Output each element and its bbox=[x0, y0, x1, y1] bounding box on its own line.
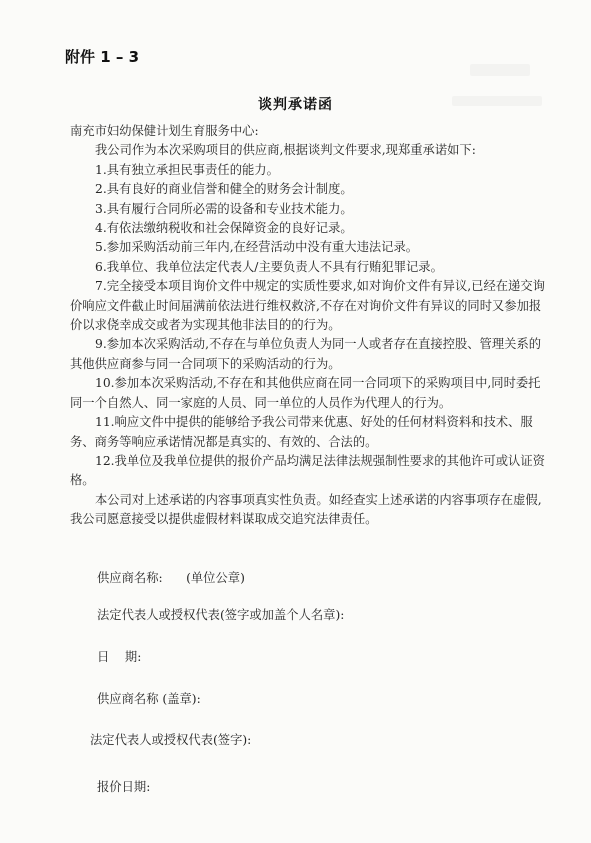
commitment-item: 12.我单位及我单位提供的报价产品均满足法律法规强制性要求的其他许可或认证资格。 bbox=[70, 453, 545, 488]
commitment-item: 10.参加本次采购活动,不存在和其他供应商在同一合同项下的采购项目中,同时委托同一个自然人、同一家庭的人员、同一单位的人员作为代理人的行为。 bbox=[70, 376, 541, 410]
commitment-item: 3.具有履行合同所必需的设备和专业技术能力。 bbox=[95, 201, 353, 216]
closing-paragraph: 本公司对上述承诺的内容事项真实性负责。如经查实上述承诺的内容事项存在虚假,我公司愿意接受以提供虚假材料谋取成交追究法律责任。 bbox=[70, 492, 542, 527]
document-title: 谈判承诺函 bbox=[258, 97, 333, 113]
attachment-label: 附件 1 – 3 bbox=[65, 48, 140, 66]
commitment-item: 6.我单位、我单位法定代表人/主要负责人不具有行贿犯罪记录。 bbox=[95, 259, 443, 274]
letter-body bbox=[70, 122, 552, 530]
commitment-item: 4.有依法缴纳税收和社会保障资金的良好记录。 bbox=[95, 221, 353, 236]
addressee: 南充市妇幼保健计划生育服务中心: bbox=[70, 124, 259, 138]
legal-representative-signature-line: 法定代表人或授权代表(签字): bbox=[90, 733, 252, 747]
supplier-name-line: 供应商名称: (单位公章) bbox=[97, 571, 245, 585]
commitment-item: 11.响应文件中提供的能够给予我公司带来优惠、好处的任何材料资料和技术、服务、商务等响应承诺情况都是真实的、有效的、合法的。 bbox=[70, 415, 533, 449]
intro-paragraph: 我公司作为本次采购项目的供应商,根据谈判文件要求,现郑重承诺如下: bbox=[95, 143, 476, 158]
supplier-seal-line: 供应商名称 (盖章): bbox=[97, 692, 201, 706]
quote-date-line: 报价日期: bbox=[97, 780, 151, 794]
legal-representative-line: 法定代表人或授权代表(签字或加盖个人名章): bbox=[97, 608, 345, 622]
commitment-item: 5.参加采购活动前三年内,在经营活动中没有重大违法记录。 bbox=[95, 240, 419, 255]
date-line: 日 期: bbox=[97, 650, 142, 664]
bleed-through-mark bbox=[470, 64, 530, 76]
commitment-item: 7.完全接受本项目询价文件中规定的实质性要求,如对询价文件有异议,已经在递交询价响应文件截止时间届满前依法进行维权救济,不存在对询价文件有异议的同时又参加报价以求侥幸成交或者为实现其他非法目的的行为。 bbox=[70, 279, 545, 333]
commitment-item: 1.具有独立承担民事责任的能力。 bbox=[95, 162, 279, 177]
commitment-item: 2.具有良好的商业信誉和健全的财务会计制度。 bbox=[95, 182, 353, 197]
commitment-item: 9.参加本次采购活动,不存在与单位负责人为同一人或者存在直接控股、管理关系的其他供应商参与同一合同项下的采购活动的行为。 bbox=[70, 337, 542, 371]
